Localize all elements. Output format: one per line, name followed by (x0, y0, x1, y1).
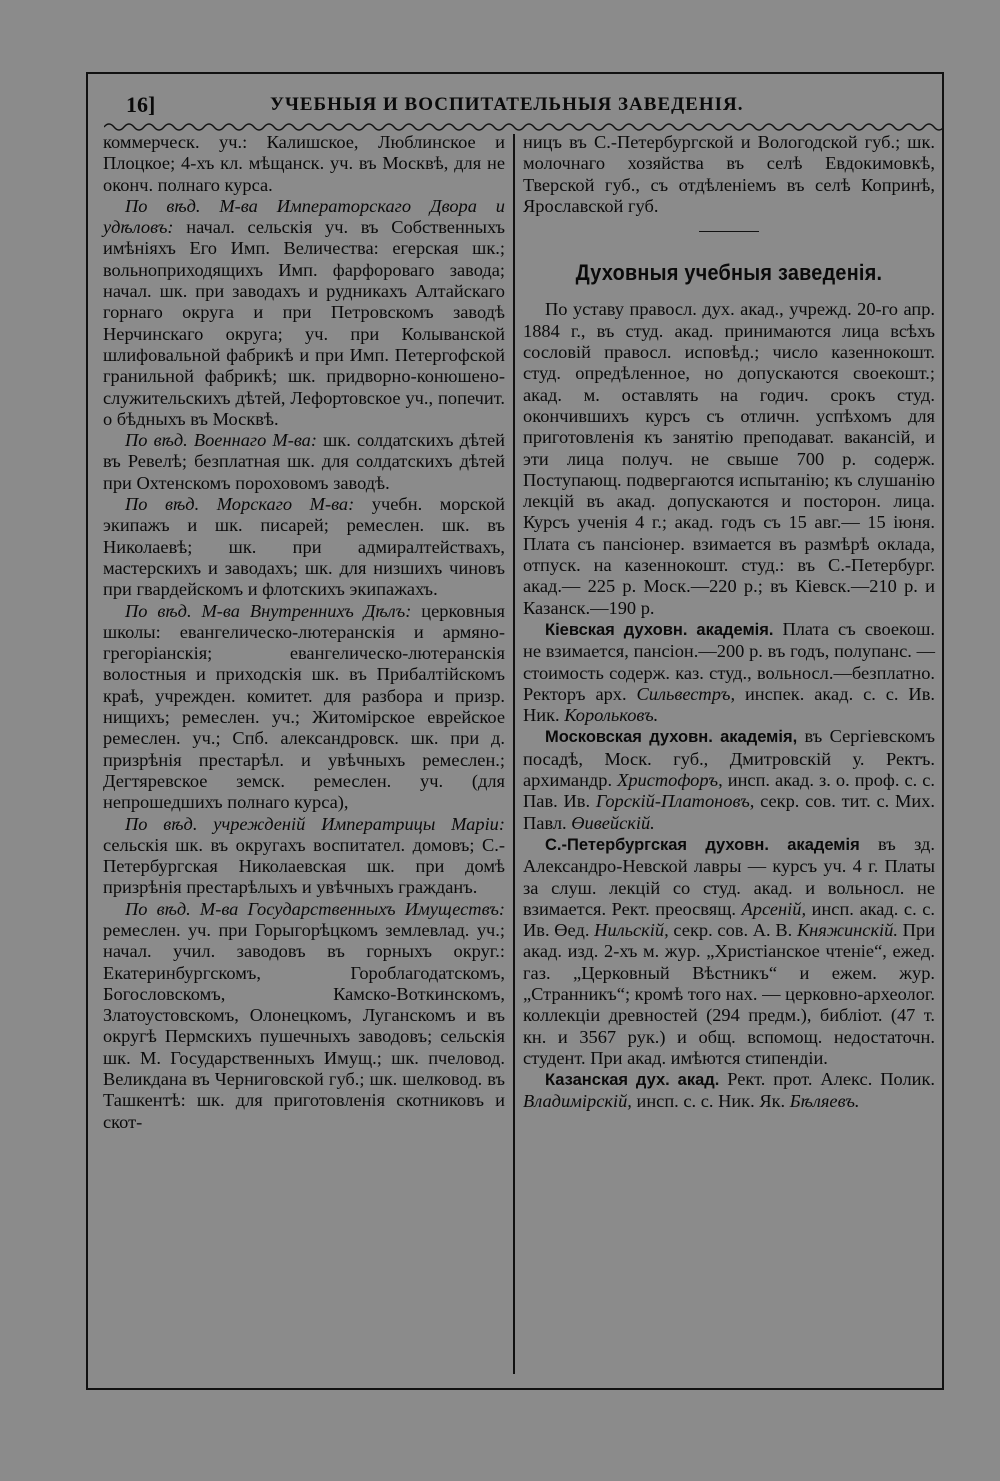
paragraph-text: ницъ въ С.-Петербургской и Вологодской губ.; шк. молочнаго хозяйства въ селѣ Евдокимовкѣ, Тверской губ., съ отдѣленіемъ въ селѣ Копринѣ, Ярославской губ. (523, 132, 935, 216)
paragraph-text: ремеслен. уч. при Горыгорѣцкомъ землевлад. уч.; начал. учил. заводовъ въ горныхъ округ.: Екатеринбургскомъ, Гороблагодатскомъ, Богословскомъ, Камско-Воткинскомъ, Златоустовскомъ, Олонецкомъ, Луганскомъ и въ округѣ Пермскихъ пушечныхъ заводовъ; сельскія шк. М. Государственныхъ Имущ.; шк. пчеловод. Великдана въ Черниговской губ.; шк. шелковод. въ Ташкентѣ: шк. для приготовленія скотниковъ и скот- (103, 919, 505, 1132)
paragraph (523, 299, 935, 618)
paragraph-text: въ Сергіевскомъ посадѣ, Моск. губ., Дмитровскій у. Ректъ. архимандр. (523, 726, 935, 791)
paragraph-text: шк. солдатскихъ дѣтей въ Ревелѣ; безплатная шк. для солдатскихъ дѣтей при Охтенскомъ пороховомъ заводѣ. (103, 430, 505, 493)
paragraph (103, 601, 505, 814)
department-heading: По вѣд. М-ва Внутреннихъ Дѣлъ: (125, 600, 412, 621)
department-heading: По вѣд. М-ва Государственныхъ Имуществъ: (125, 898, 505, 919)
person-name: Арсеній, (741, 898, 807, 919)
paragraph (103, 132, 505, 196)
paragraph (103, 899, 505, 1133)
page-number: 16] (126, 92, 156, 117)
page-header (100, 90, 930, 120)
paragraph-text: церковныя школы: евангелическо-лютеранскія и армяно-грегоріанскія; евангелическо-лютеранскія волостныя и приходскія шк. въ Прибалтійскомъ краѣ, учрежден. комитет. для разбора и призр. нищихъ; ремеслен. уч.; Житомірское еврейское ремеслен. уч.; Спб. александровск. шк. при д. призрѣнія престарѣл. и увѣчныхъ ремеслен.; Дегтяревское земск. ремеслен. уч. (для непрошедшихъ полнаго курса), (103, 600, 505, 813)
department-heading: По вѣд. М-ва Императорскаго Двора и удѣловъ: (103, 195, 505, 238)
left-column (103, 132, 505, 1133)
paragraph-text: инсп. акад. з. о. проф. с. с. Пав. Ив. (523, 770, 935, 812)
academy-entry (523, 619, 935, 726)
department-heading: По вѣд. Военнаго М-ва: (125, 430, 318, 451)
department-heading: По вѣд. учрежденій Императрицы Маріи: (125, 813, 505, 834)
paragraph (103, 430, 505, 494)
person-name: Нильскій, (594, 920, 669, 941)
person-name: Христофоръ, (617, 770, 723, 791)
person-name: Бѣляевъ. (789, 1091, 860, 1112)
paragraph-text: начал. сельскія уч. въ Собственныхъ имѣніяхъ Его Имп. Величества: егерская шк.; вольноприходящихъ Имп. фарфороваго завода; начал. шк. при заводахъ и рудникахъ Алтайскаго горнаго округа и при Петровскомъ заводѣ Нерчинскаго округа; уч. при Колыванской шлифовальной фабрикѣ и при Имп. Петергофской гранильной фабрикѣ; шк. придворно-конюшено-служительскихъ дѣтей, Лефортовское уч., попечит. о бѣдныхъ въ Москвѣ. (103, 217, 505, 429)
paragraph-text: Рект. прот. Алекс. Полик. (719, 1069, 935, 1090)
paragraph (523, 132, 935, 217)
column-divider (513, 134, 515, 1374)
paragraph-text: секр. сов. тит. с. Мих. Павл. (523, 791, 935, 833)
paragraph-text: въ зд. Александро-Невской лавры — курсъ уч. 4 г. Платы за слуш. лекцій со студ. акад. и вольносл. не взимается. Рект. преосвящ. (523, 833, 935, 919)
paragraph-text: учебн. морской экипажъ и шк. писарей; ремеслен. шк. въ Николаевѣ; шк. при адмиралтействахъ, мастерскихъ и заводахъ; шк. для низшихъ чиновъ при гвардейскомъ и флотскихъ экипажахъ. (103, 494, 505, 600)
person-name: Княжинскій. (796, 920, 898, 941)
academy-entry (523, 834, 935, 1069)
academy-name: Кіевская духовн. академія. (545, 620, 774, 639)
person-name: Владимірскій, (523, 1091, 632, 1112)
paragraph (103, 814, 505, 899)
academy-name: Московская духовн. академія, (545, 728, 798, 747)
person-name: Корольковъ. (564, 705, 659, 726)
paragraph-text: инсп. с. с. Ник. Як. (631, 1091, 790, 1112)
academy-name: Казанская дух. акад. (545, 1071, 720, 1090)
person-name: Өивейскій. (571, 812, 655, 833)
paragraph-text: инспек. акад. с. с. Ив. Ник. (523, 683, 935, 726)
paragraph (103, 494, 505, 600)
academy-entry (523, 1069, 935, 1113)
paragraph-text: секр. сов. А. В. (668, 920, 797, 941)
section-title: Духовныя учебныя заведенія. (575, 260, 883, 286)
person-name: Горскій-Платоновъ, (595, 791, 755, 812)
paragraph-text: коммерческ. уч.: Калишское, Люблинское и Плоцкое; 4-хъ кл. мѣщанск. уч. въ Москвѣ, для не оконч. полнаго курса. (103, 132, 505, 195)
paragraph (103, 196, 505, 430)
paragraph-text: инсп. акад. с. с. Ив. Өед. (523, 898, 935, 941)
short-rule (699, 231, 759, 232)
academy-name: С.-Петербургская духовн. академія (545, 835, 860, 854)
paragraph-text: При акад. изд. 2-хъ м. жур. „Христіанское чтеніе“, ежед. газ. „Церковный Вѣстникъ“ и ежем. жур. „Странникъ“; кромѣ того нах. — церковно-археолог. коллекціи древностей (294 предм.), библіот. (47 т. кн. и 3567 рук.) и общ. вспомощ. недостаточн. студент. При акад. имѣются стипендіи. (523, 920, 935, 1068)
paragraph-text: Плата съ своекош. не взимается, пансіон.—200 р. въ годъ, полупанс. — стоимость содерж. каз. студ., вольносл.—безплатно. Ректоръ арх. (523, 618, 936, 704)
right-column (523, 132, 935, 1113)
paragraph-text: По уставу правосл. дух. акад., учрежд. 20-го апр. 1884 г., въ студ. акад. принимаются лица всѣхъ сословій правосл. исповѣд.; число казеннокошт. студ. опредѣленное, но допускаются своекошт.; акад. м. оставлять на годич. срокъ студ. окончившихъ курсъ съ отличн. успѣхомъ для приготовленія къ занятію преподават. вакансій, и эти лица получ. не свыше 700 р. содерж. Поступающ. подвергаются испытанію; къ слушанію лекцій въ акад. допускаются и посторон. лица. Курсъ ученія 4 г.; акад. годъ съ 15 авг.— 15 іюня. Плата съ пансіонер. взимается въ размѣрѣ оклада, отпуск. на казеннокошт. студ.: въ С.-Петербург. акад.— 225 р. Моск.—220 р.; въ Кіевск.—210 р. и Казанск.—190 р. (523, 299, 935, 618)
paragraph-text: сельскія шк. въ округахъ воспитател. домовъ; С.-Петербургская Николаевская шк. при домѣ призрѣнія престарѣлыхъ и увѣчныхъ гражданъ. (103, 834, 505, 898)
department-heading: По вѣд. Морскаго М-ва: (125, 494, 355, 515)
running-title: УЧЕБНЫЯ И ВОСПИТАТЕЛЬНЫЯ ЗАВЕДЕНІЯ. (270, 94, 744, 115)
academy-entry (523, 726, 935, 833)
person-name: Сильвестръ, (636, 683, 736, 704)
